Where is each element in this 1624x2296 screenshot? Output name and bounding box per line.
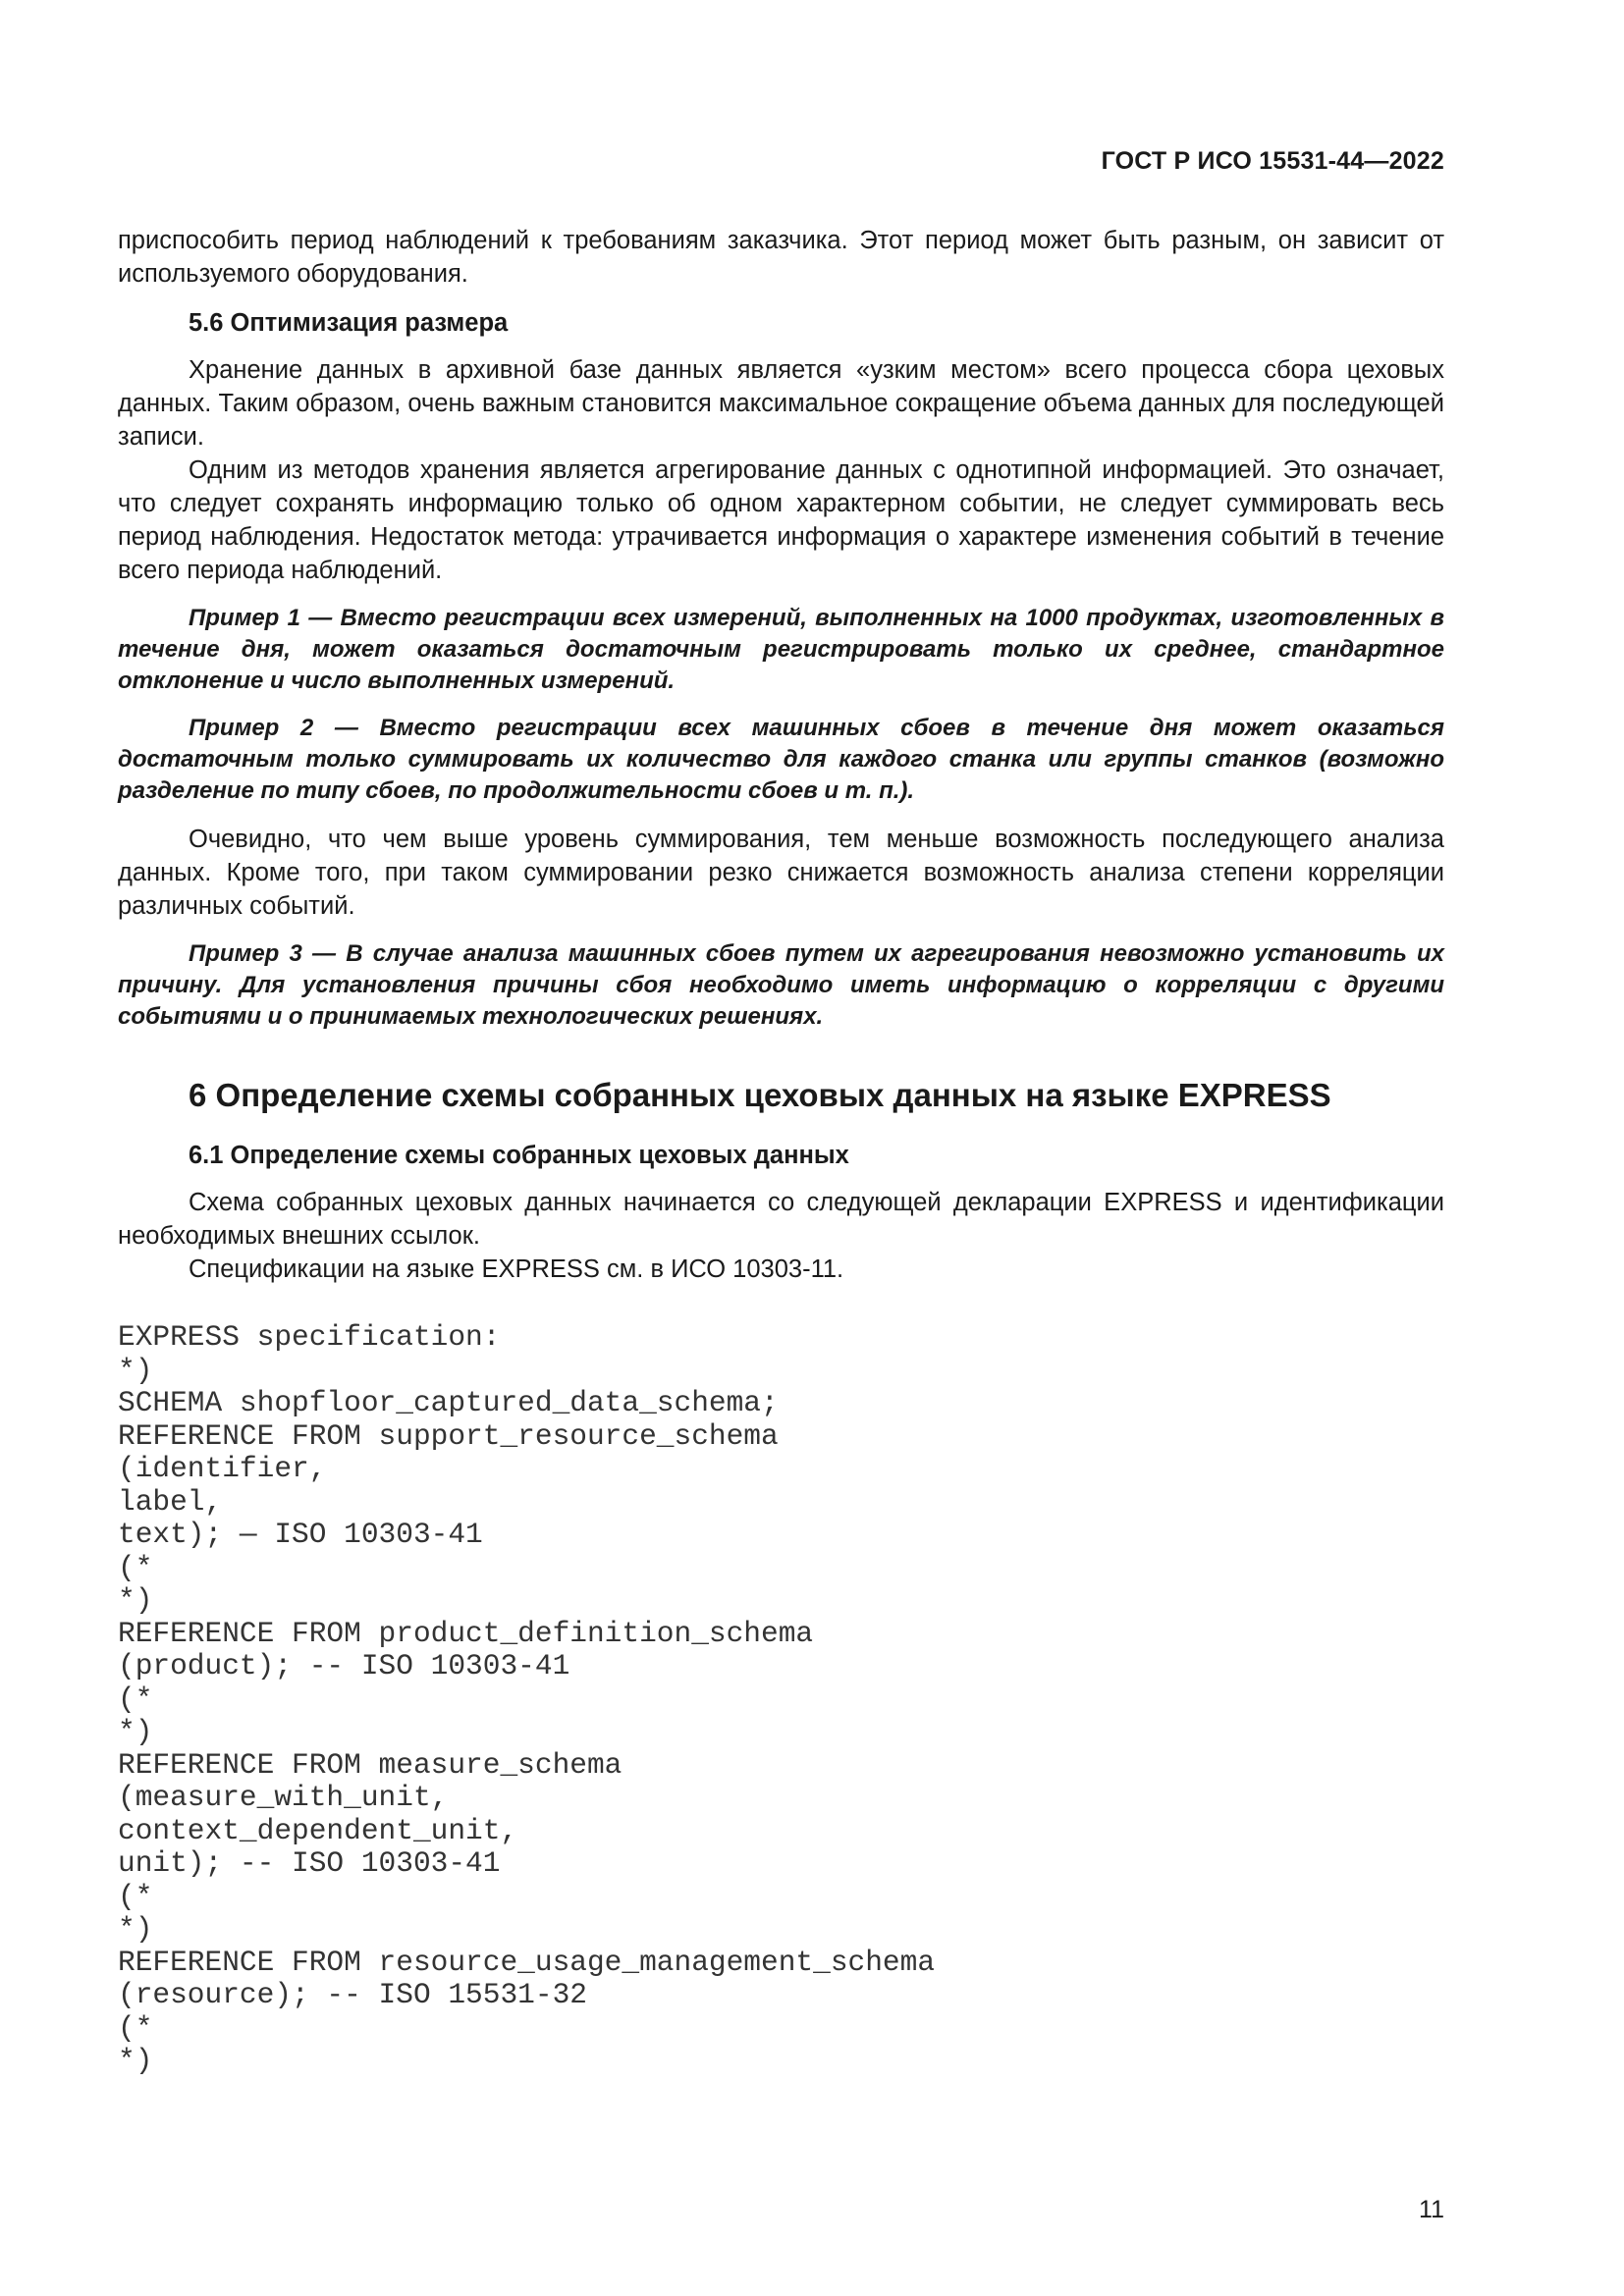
code-line: (* <box>118 1682 153 1716</box>
code-line: unit); -- ISO 10303-41 <box>118 1846 501 1880</box>
code-line: *) <box>118 1912 153 1946</box>
page-content <box>118 224 1444 2078</box>
example-3: Пример 3 — В случае анализа машинных сбоев путем их агрегирования невозможно установить их причину. Для установления причины сбоя необходимо иметь информацию о корреляции с другими событиями и о принимаемых технологических решениях. <box>118 940 1444 1030</box>
code-line: *) <box>118 1583 153 1617</box>
paragraph-spec-reference: Спецификации на языке EXPRESS см. в ИСО 10303-11. <box>189 1255 844 1283</box>
code-line: REFERENCE FROM product_definition_schema <box>118 1616 814 1650</box>
code-line: text); — ISO 10303-41 <box>118 1518 483 1551</box>
section-6-1-heading: 6.1 Определение схемы собранных цеховых данных <box>189 1142 849 1169</box>
paragraph-schema-intro: Схема собранных цеховых данных начинается со следующей декларации EXPRESS и идентификации необходимых внешних ссылок. <box>118 1189 1444 1250</box>
standard-header: ГОСТ Р ИСО 15531-44—2022 <box>1101 147 1444 175</box>
code-line: *) <box>118 2044 153 2077</box>
code-line: SCHEMA shopfloor_captured_data_schema; <box>118 1386 779 1419</box>
code-line: (product); -- ISO 10303-41 <box>118 1649 570 1682</box>
code-line: REFERENCE FROM support_resource_schema <box>118 1418 779 1453</box>
code-line: (resource); -- ISO 15531-32 <box>118 1978 587 2011</box>
code-line: *) <box>118 1715 153 1748</box>
code-line: (identifier, <box>118 1452 327 1485</box>
code-line: REFERENCE FROM measure_schema <box>118 1747 623 1782</box>
section-5-6-heading: 5.6 Оптимизация размера <box>189 309 509 337</box>
paragraph-summary-level: Очевидно, что чем выше уровень суммирования, тем меньше возможность последующего анализа данных. Кроме того, при таком суммировании резко снижается возможность анализа степени корреляции различных событий. <box>118 826 1444 920</box>
code-line: (* <box>118 1879 153 1913</box>
code-line: (* <box>118 1550 153 1584</box>
page-number: 11 <box>1419 2196 1444 2223</box>
code-line: (measure_with_unit, <box>118 1781 449 1814</box>
express-code-block <box>118 1321 1444 2078</box>
code-line: REFERENCE FROM resource_usage_management_schema <box>118 1945 936 1979</box>
code-line: EXPRESS specification: <box>118 1320 501 1354</box>
example-1: Пример 1 — Вместо регистрации всех измерений, выполненных на 1000 продуктах, изготовленных в течение дня, может оказаться достаточным регистрировать только их среднее, стандартное отклонение и число выполненных измерений. <box>118 605 1444 694</box>
code-line: *) <box>118 1353 153 1387</box>
code-line: label, <box>118 1484 223 1519</box>
section-6-heading: 6 Определение схемы собранных цеховых данных на языке EXPRESS <box>189 1077 1331 1113</box>
paragraph-aggregation: Одним из методов хранения является агрегирование данных с однотипной информацией. Это означает, что следует сохранять информацию только об одном характерном событии, не следует суммировать весь период наблюдения. Недостаток метода: утрачивается информация о характере изменения событий в течение всего периода наблюдений. <box>118 456 1444 584</box>
example-2: Пример 2 — Вместо регистрации всех машинных сбоев в течение дня может оказаться достаточным только суммировать их количество для каждого станка или группы станков (возможно разделение по типу сбоев, по продолжительности сбоев и т. п.). <box>118 715 1444 804</box>
paragraph-continuation: приспособить период наблюдений к требованиям заказчика. Этот период может быть разным, он зависит от используемого оборудования. <box>118 227 1444 288</box>
paragraph-storage: Хранение данных в архивной базе данных является «узким местом» всего процесса сбора цеховых данных. Таким образом, очень важным становится максимальное сокращение объема данных для последующей записи. <box>118 356 1444 451</box>
code-line: context_dependent_unit, <box>118 1813 518 1847</box>
code-line: (* <box>118 2010 153 2045</box>
